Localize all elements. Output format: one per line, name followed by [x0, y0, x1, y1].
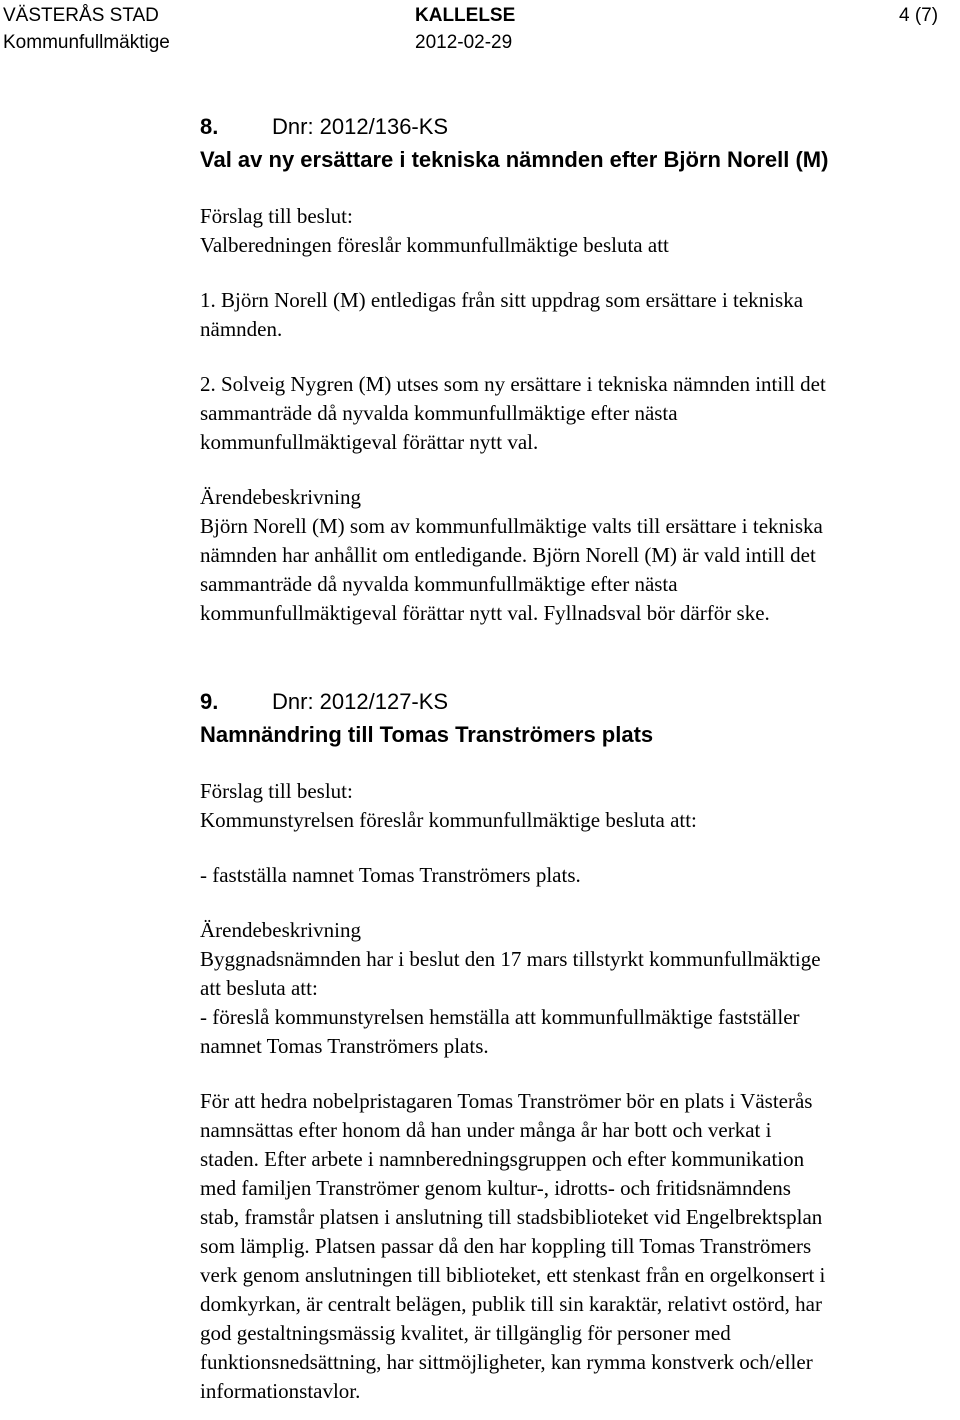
text-line: namnet Tomas Tranströmers plats.	[200, 1034, 489, 1058]
item-heading	[200, 685, 960, 718]
doc-date: 2012-02-29	[415, 32, 513, 53]
text-line: att besluta att:	[200, 976, 318, 1000]
text-line: nämnden har anhållit om entledigande. Björn Norell (M) är vald intill det	[200, 543, 816, 567]
text-line: med familjen Tranströmer genom kultur-, idrotts- och fritidsnämndens	[200, 1176, 791, 1200]
proposal-bullet: - fastställa namnet Tomas Tranströmers plats.	[200, 863, 581, 887]
text-line: staden. Efter arbete i namnberedningsgruppen och efter kommunikation	[200, 1147, 805, 1171]
text-line: Byggnadsnämnden har i beslut den 17 mars tillstyrkt kommunfullmäktige	[200, 947, 821, 971]
text-line: namnsättas efter honom då han under många år har bott och verkat i	[200, 1118, 772, 1142]
text-line: god gestaltningsmässig kvalitet, är tillgänglig för personer med	[200, 1321, 731, 1345]
text-line: nämnden.	[200, 317, 283, 341]
text-line: verk genom anslutningen till biblioteket, ett stenkast från en orgelkonsert i	[200, 1263, 826, 1287]
doc-type: KALLELSE	[415, 5, 516, 26]
description-heading: Ärendebeskrivning	[200, 918, 361, 942]
page-number: 4 (7)	[899, 5, 939, 26]
body-name: Kommunfullmäktige	[3, 32, 170, 53]
item-number: 9.	[200, 689, 219, 714]
org-name: VÄSTERÅS STAD	[3, 5, 159, 26]
agenda-item-8	[200, 110, 960, 628]
agenda-item-9	[200, 685, 960, 1406]
document-body	[200, 110, 960, 1406]
header-left	[3, 2, 170, 56]
text-line: - föreslå kommunstyrelsen hemställa att kommunfullmäktige fastställer	[200, 1005, 800, 1029]
text-line: kommunfullmäktigeval förättar nytt val.	[200, 430, 539, 454]
text-line: 1. Björn Norell (M) entledigas från sitt uppdrag som ersättare i tekniska	[200, 288, 804, 312]
item-dnr: Dnr: 2012/127-KS	[272, 689, 449, 714]
text-line: För att hedra nobelpristagaren Tomas Tranströmer bör en plats i Västerås	[200, 1089, 813, 1113]
proposal-intro: Kommunstyrelsen föreslår kommunfullmäktige besluta att:	[200, 808, 697, 832]
text-line: 2. Solveig Nygren (M) utses som ny ersättare i tekniska nämnden intill det	[200, 372, 826, 396]
item-heading	[200, 110, 960, 143]
proposal-point-1	[200, 286, 960, 344]
text-line: funktionsnedsättning, har sittmöjligheter, kan rymma konstverk och/eller	[200, 1350, 813, 1374]
text-line: informationstavlor.	[200, 1379, 361, 1403]
proposal-point-2	[200, 370, 960, 457]
description-text	[200, 512, 960, 628]
body-paragraph	[200, 1087, 960, 1406]
description-heading: Ärendebeskrivning	[200, 485, 361, 509]
item-title: Namnändring till Tomas Tranströmers plats	[200, 722, 654, 747]
text-line: kommunfullmäktigeval förättar nytt val. Fyllnadsval bör därför ske.	[200, 601, 770, 625]
text-line: stab, framstår platsen i anslutning till stadsbiblioteket vid Engelbrektsplan	[200, 1205, 823, 1229]
text-line: sammanträde då nyvalda kommunfullmäktige efter nästa	[200, 401, 678, 425]
text-line: domkyrkan, är centralt belägen, publik till sin karaktär, relativt ostörd, har	[200, 1292, 822, 1316]
text-line: som lämplig. Platsen passar då den har koppling till Tomas Tranströmers	[200, 1234, 812, 1258]
item-number: 8.	[200, 114, 219, 139]
item-dnr: Dnr: 2012/136-KS	[272, 114, 449, 139]
description-text	[200, 945, 960, 1061]
header-middle	[415, 2, 515, 56]
text-line: Björn Norell (M) som av kommunfullmäktige valts till ersättare i tekniska	[200, 514, 823, 538]
proposal-heading: Förslag till beslut:	[200, 204, 353, 228]
text-line: sammanträde då nyvalda kommunfullmäktige efter nästa	[200, 572, 678, 596]
item-title: Val av ny ersättare i tekniska nämnden efter Björn Norell (M)	[200, 147, 829, 172]
proposal-heading: Förslag till beslut:	[200, 779, 353, 803]
proposal-intro: Valberedningen föreslår kommunfullmäktige besluta att	[200, 233, 669, 257]
